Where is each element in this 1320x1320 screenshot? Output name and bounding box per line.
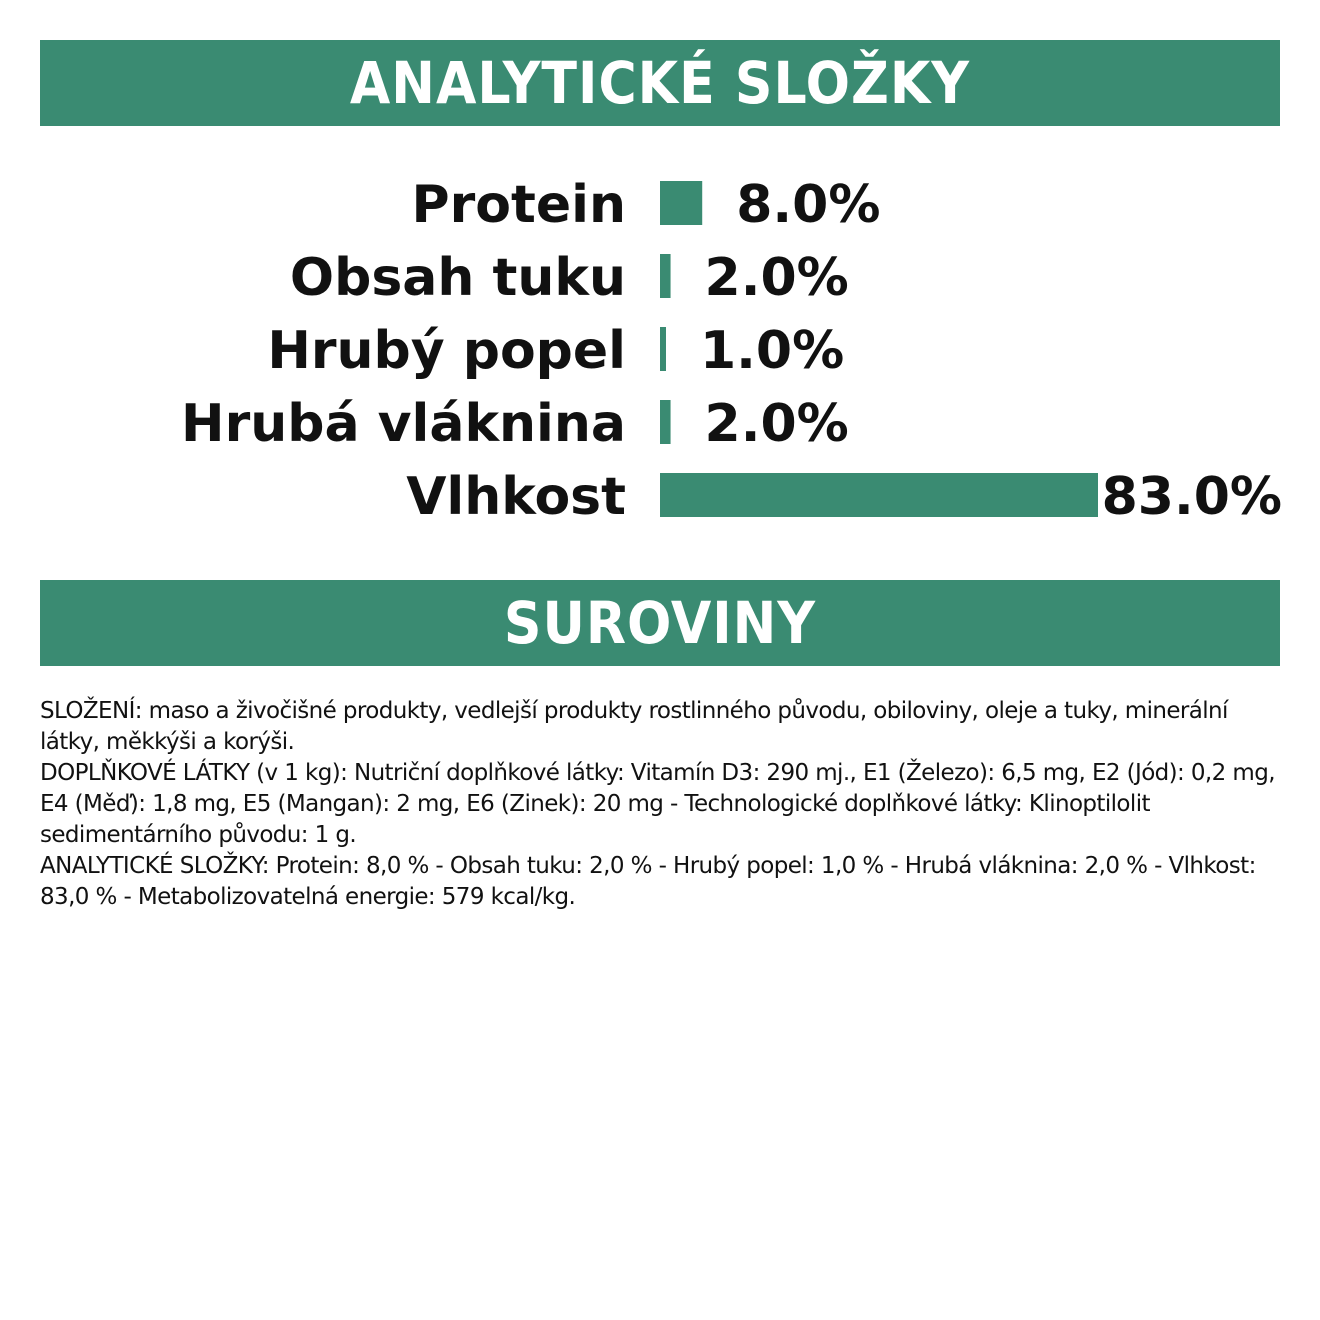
category-label: Vlhkost [406, 467, 626, 527]
category-label: Hrubá vláknina [181, 394, 626, 454]
category-label: Hrubý popel [267, 321, 626, 381]
value-label: 2.0% [704, 248, 849, 308]
bar [660, 327, 666, 371]
value-label: 2.0% [704, 394, 849, 454]
composition-ingredients: SLOŽENÍ: maso a živočišné produkty, vedlejší produkty rostlinného původu, obiloviny, oleje a tuky, minerální látky, měkkýši a korýši. [40, 698, 1228, 755]
nutrient-bar-chart [0, 150, 1320, 540]
ingredients-header [40, 580, 1280, 666]
analytical-components-title: ANALYTICKÉ SLOŽKY [349, 49, 971, 117]
value-label: 1.0% [700, 321, 845, 381]
composition-analytical: ANALYTICKÉ SLOŽKY: Protein: 8,0 % - Obsah tuku: 2,0 % - Hrubý popel: 1,0 % - Hrubá vláknina: 2,0 % - Vlhkost: 83,0 % - Metabolizovatelná energie: 579 kcal/kg. [40, 853, 1256, 910]
value-label: 8.0% [736, 175, 881, 235]
category-label: Protein [411, 175, 626, 235]
composition-additives: DOPLŇKOVÉ LÁTKY (v 1 kg): Nutriční doplňkové látky: Vitamín D3: 290 mj., E1 (Železo): 6,5 mg, E2 (Jód): 0,2 mg, E4 (Měď): 1,8 mg, E5 (Mangan): 2 mg, E6 (Zinek): 20 mg - Technologické doplňkové látky: Klinoptilolit sedimentárního původu: 1 g. [40, 760, 1275, 848]
analytical-components-header [40, 40, 1280, 126]
bar [660, 473, 1098, 517]
bar [660, 181, 702, 225]
ingredients-title: SUROVINY [503, 589, 817, 657]
bar [660, 254, 671, 298]
composition-text [40, 696, 1285, 913]
category-label: Obsah tuku [289, 248, 626, 308]
value-label: 83.0% [1101, 467, 1282, 527]
bar [660, 400, 671, 444]
